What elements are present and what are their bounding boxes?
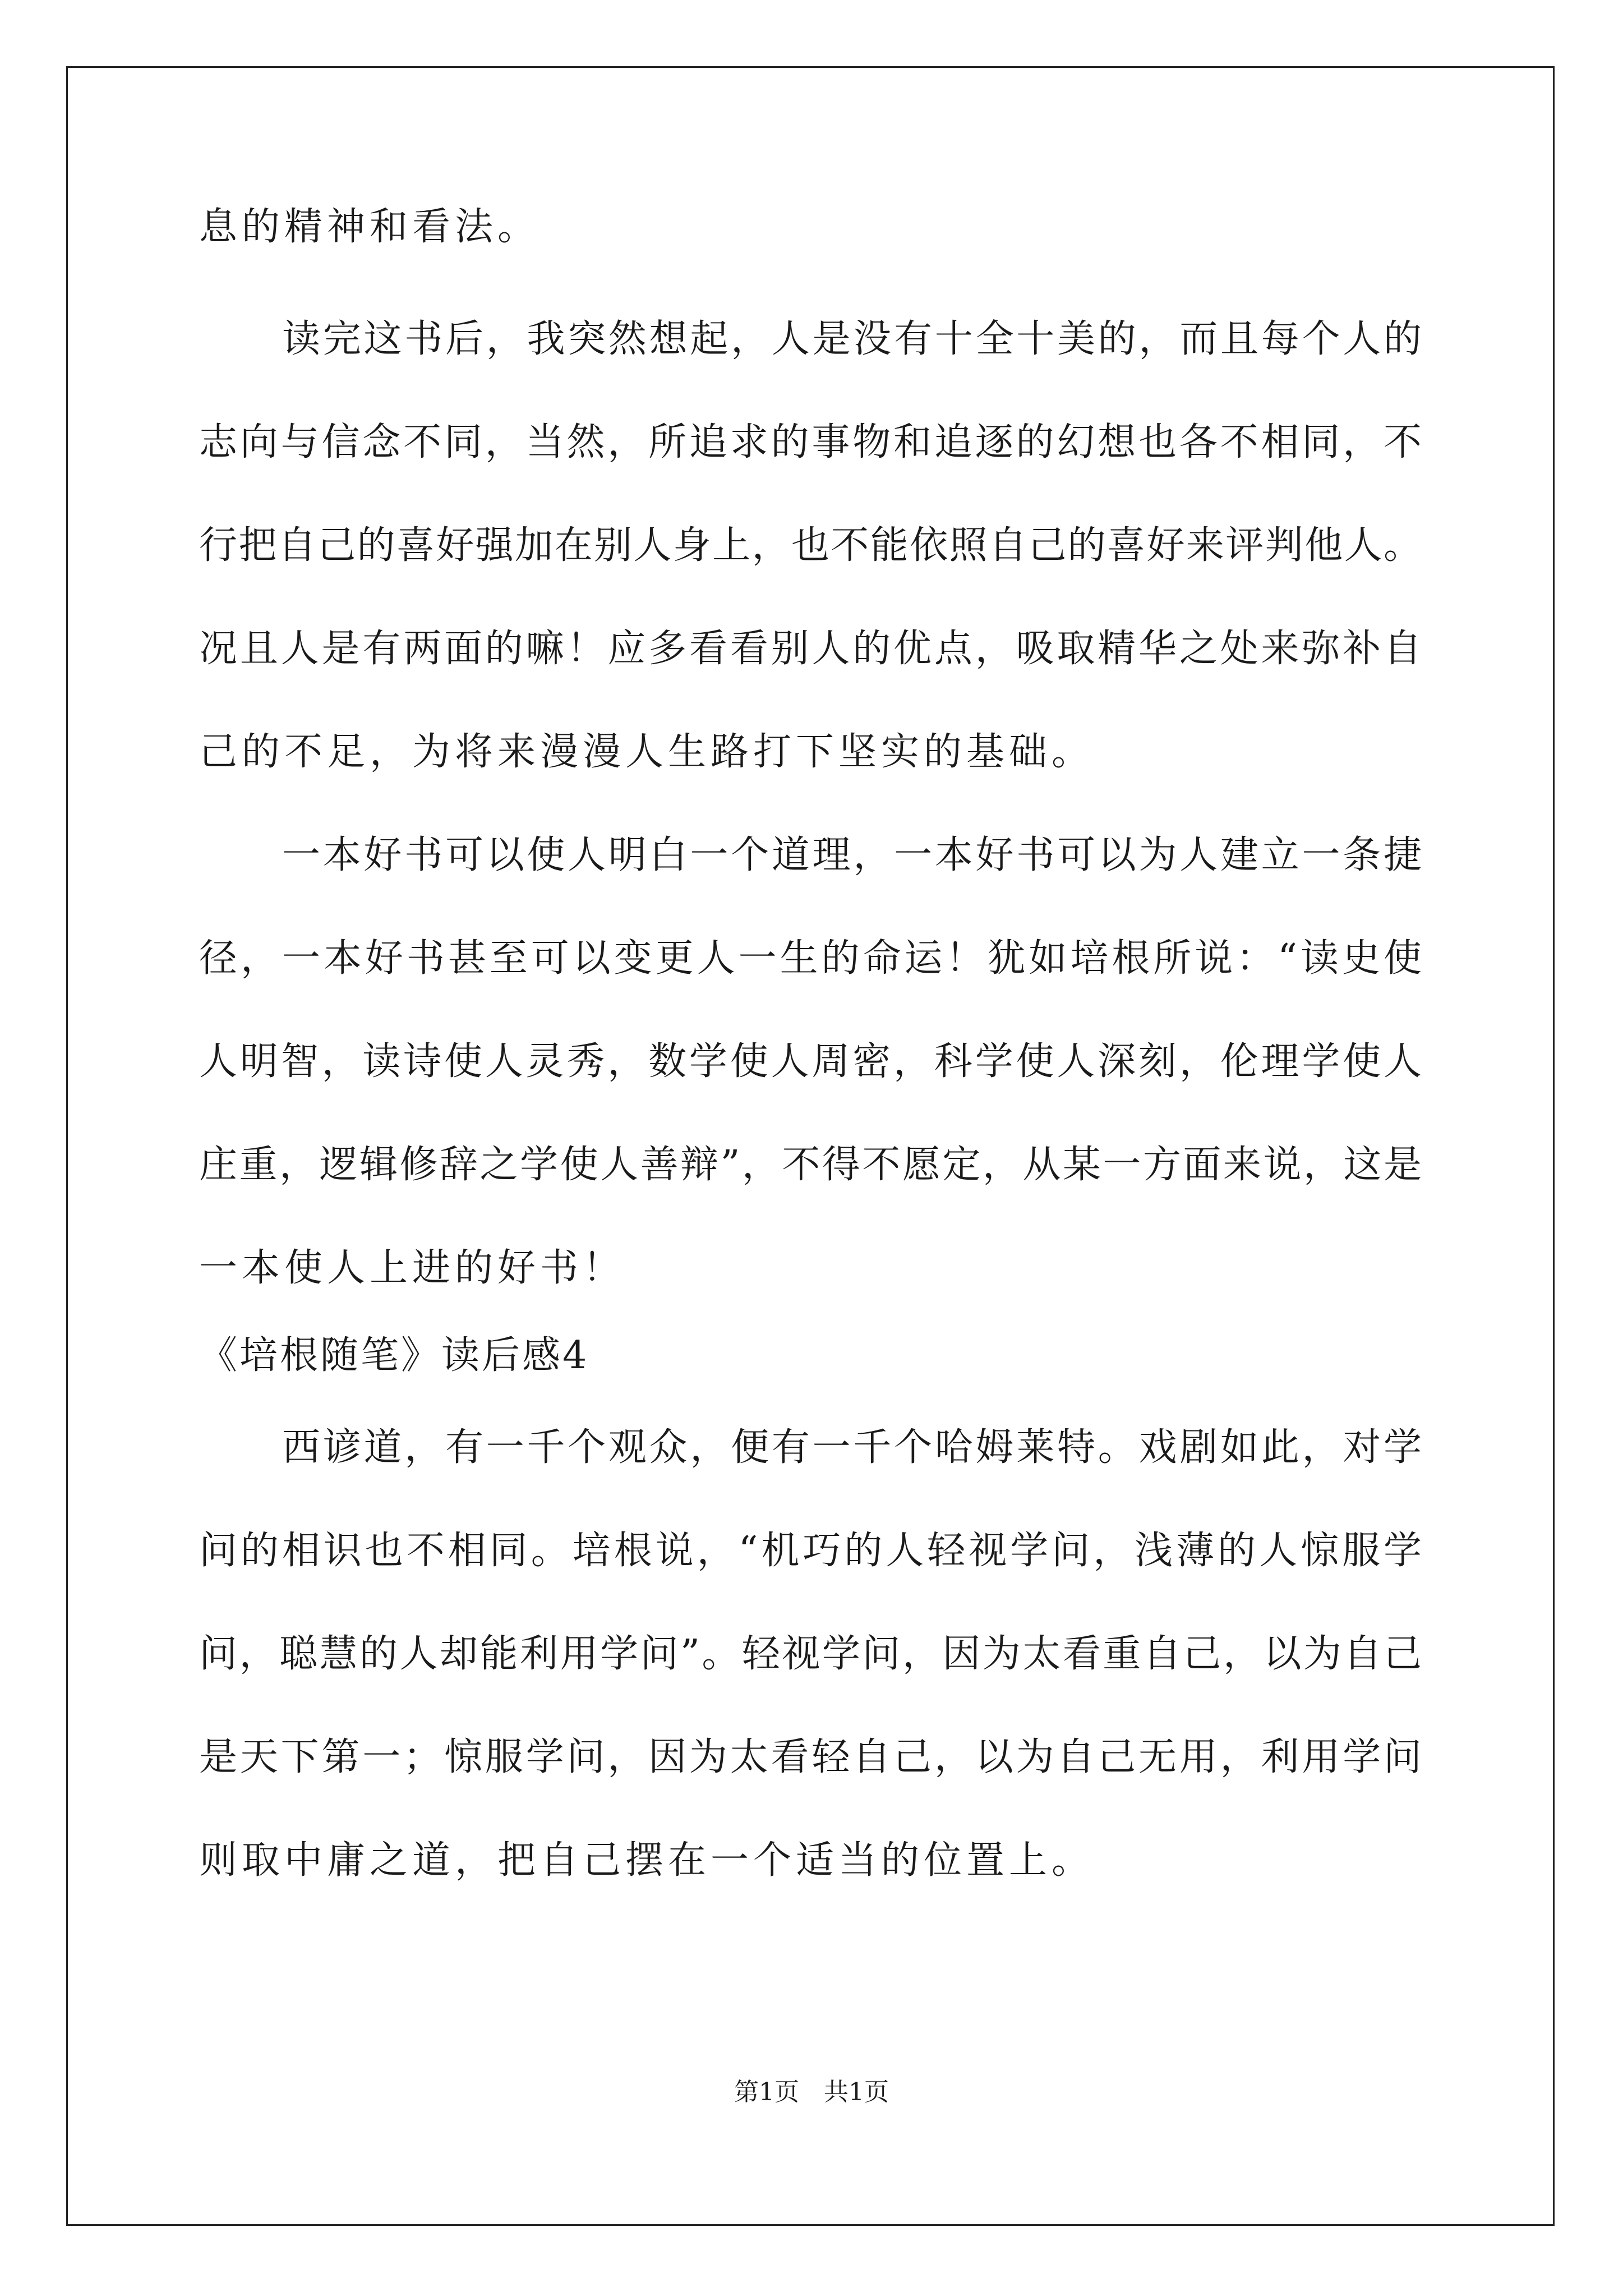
text-line-6: 己的不足，为将来漫漫人生路打下坚实的基础。 [199, 730, 1095, 774]
text-line-11: 一本使人上进的好书！ [199, 1246, 626, 1290]
text-line-2: 读完这书后，我突然想起，人是没有十全十美的，而且每个人的 [282, 317, 1422, 361]
text-line-9: 人明智，读诗使人灵秀，数学使人周密，科学使人深刻，伦理学使人 [199, 1039, 1422, 1084]
text-line-10: 庄重，逻辑修辞之学使人善辩”，不得不愿定，从某一方面来说，这是 [199, 1143, 1422, 1187]
text-line-16: 是天下第一；惊服学问，因为太看轻自己，以为自己无用，利用学问 [199, 1735, 1422, 1779]
text-line-13: 西谚道，有一千个观众，便有一千个哈姆莱特。戏剧如此，对学 [282, 1425, 1422, 1470]
section-heading: 《培根随笔》读后感4 [199, 1333, 589, 1378]
text-line-14: 问的相识也不相同。培根说，“机巧的人轻视学问，浅薄的人惊服学 [199, 1529, 1422, 1573]
text-line-15: 问，聪慧的人却能利用学问”。轻视学问，因为太看重自己，以为自己 [199, 1632, 1422, 1676]
text-line-17: 则取中庸之道，把自己摆在一个适当的位置上。 [199, 1838, 1095, 1883]
text-line-4: 行把自己的喜好强加在别人身上，也不能依照自己的喜好来评判他人。 [199, 523, 1422, 568]
text-line-8: 径，一本好书甚至可以变更人一生的命运！犹如培根所说：“读史使 [199, 936, 1422, 981]
text-line-5: 况且人是有两面的嘛！应多看看别人的优点，吸取精华之处来弥补自 [199, 627, 1422, 671]
text-line-7: 一本好书可以使人明白一个道理，一本好书可以为人建立一条捷 [282, 833, 1422, 877]
page-footer: 第1页 共1页 [734, 2078, 889, 2106]
text-line-3: 志向与信念不同，当然，所追求的事物和追逐的幻想也各不相同，不 [199, 420, 1422, 464]
text-line-1: 息的精神和看法。 [199, 205, 541, 249]
